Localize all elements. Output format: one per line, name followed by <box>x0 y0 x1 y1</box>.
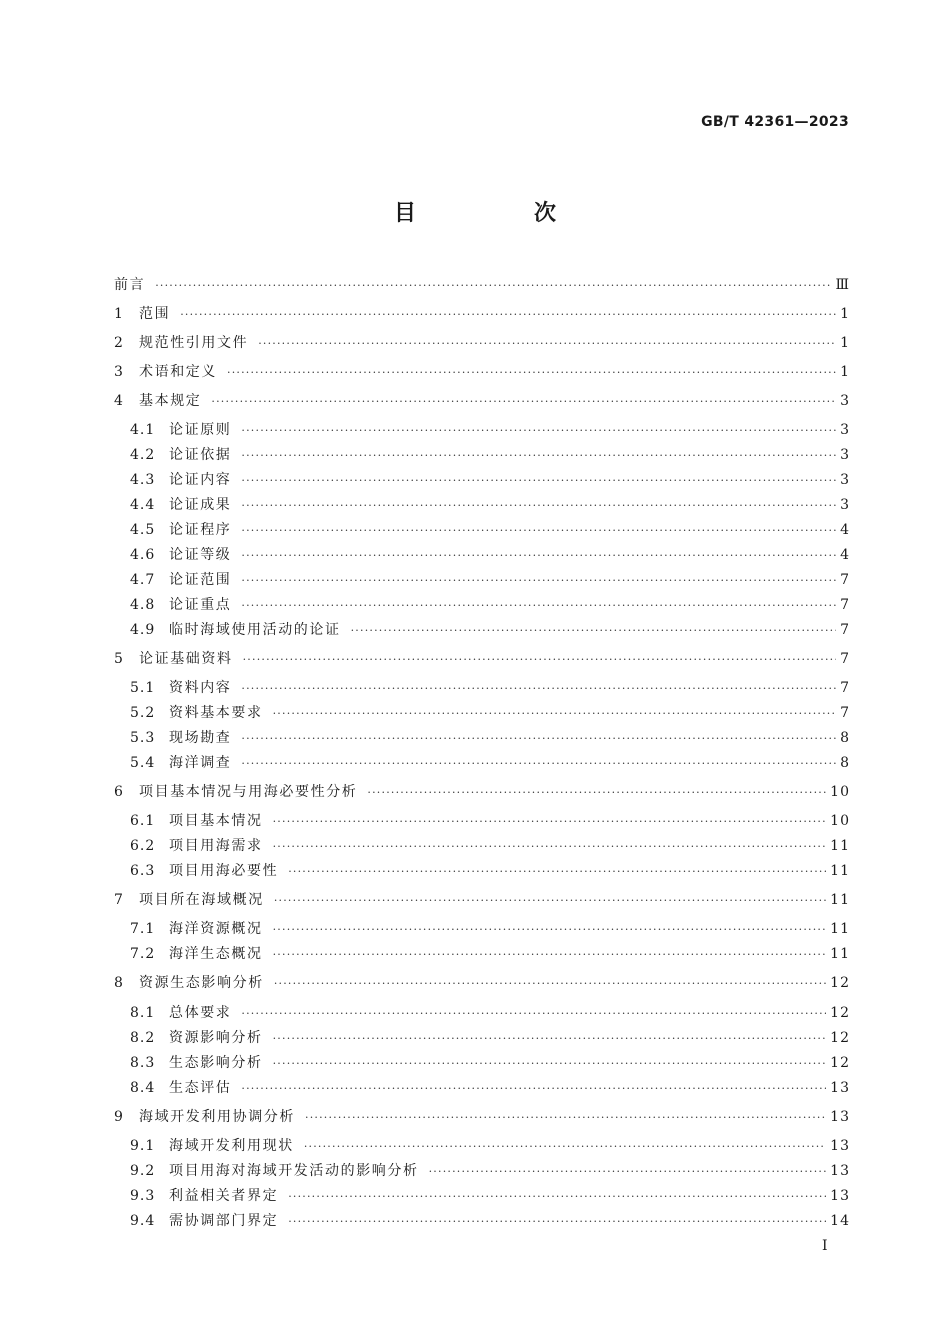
toc-entry[interactable] <box>130 1053 850 1073</box>
toc-entry-number: 9.1 <box>130 1138 156 1154</box>
toc-dot-leader <box>241 471 836 491</box>
toc-entry-label: 论证程序 <box>169 522 232 538</box>
toc-entry-page: 13 <box>830 1163 850 1179</box>
toc-dot-leader <box>241 546 836 566</box>
toc-dot-leader <box>273 1054 827 1074</box>
toc-entry-page: 4 <box>840 547 850 563</box>
toc-dot-leader <box>274 891 826 911</box>
toc-entry-label: 资料基本要求 <box>169 705 263 721</box>
toc-entry-label: 资源生态影响分析 <box>139 975 264 991</box>
toc-entry-number: 5.2 <box>130 705 156 721</box>
toc-entry-page: 13 <box>830 1188 850 1204</box>
toc-dot-leader <box>274 974 826 994</box>
toc-entry-number: 7.2 <box>130 946 156 962</box>
toc-entry-label: 项目用海必要性 <box>169 863 279 879</box>
toc-dot-leader <box>273 812 827 832</box>
toc-entry-page: 12 <box>830 1030 850 1046</box>
toc-dot-leader <box>241 1079 826 1099</box>
toc-entry[interactable] <box>130 470 850 490</box>
toc-entry-label: 生态影响分析 <box>169 1055 263 1071</box>
toc-entry[interactable] <box>130 595 850 615</box>
toc-entry[interactable] <box>114 782 850 802</box>
toc-entry-page: 1 <box>840 335 850 351</box>
toc-entry-label: 现场勘查 <box>169 730 232 746</box>
toc-dot-leader <box>241 754 836 774</box>
toc-entry[interactable] <box>130 445 850 465</box>
toc-entry-label: 项目所在海域概况 <box>139 892 264 908</box>
toc-entry[interactable] <box>130 495 850 515</box>
toc-dot-leader <box>273 1029 827 1049</box>
toc-dot-leader <box>155 276 831 296</box>
toc-entry-label: 范围 <box>139 306 171 322</box>
toc-entry-label: 资源影响分析 <box>169 1030 263 1046</box>
toc-entry-label: 项目基本情况与用海必要性分析 <box>139 784 358 800</box>
toc-entry-label: 海洋资源概况 <box>169 921 263 937</box>
toc-entry-label: 需协调部门界定 <box>169 1213 279 1229</box>
toc-entry-label: 项目用海需求 <box>169 838 263 854</box>
toc-entry-page: 13 <box>830 1109 850 1125</box>
toc-dot-leader <box>304 1137 826 1157</box>
toc-entry-number: 4.7 <box>130 572 156 588</box>
toc-entry-page: 8 <box>840 730 850 746</box>
toc-entry-number: 9.2 <box>130 1163 156 1179</box>
toc-entry-page: 12 <box>830 1055 850 1071</box>
toc-entry[interactable] <box>130 861 850 881</box>
toc-dot-leader <box>288 1212 826 1232</box>
toc-entry[interactable] <box>130 944 850 964</box>
toc-entry[interactable] <box>130 753 850 773</box>
toc-entry[interactable] <box>114 391 850 411</box>
toc-entry-number: 4.5 <box>130 522 156 538</box>
page-title: 目 次 <box>393 201 604 226</box>
toc-entry-number: 6 <box>114 784 124 800</box>
toc-entry-number: 7 <box>114 892 124 908</box>
toc-dot-leader <box>288 862 826 882</box>
toc-entry-page: 10 <box>830 784 850 800</box>
toc-entry-label: 总体要求 <box>169 1005 232 1021</box>
toc-entry-number: 4.8 <box>130 597 156 613</box>
toc-entry-number: 4.1 <box>130 422 156 438</box>
toc-entry-page: 13 <box>830 1138 850 1154</box>
toc-entry[interactable] <box>130 678 850 698</box>
toc-entry[interactable] <box>114 362 850 382</box>
toc-dot-leader <box>180 305 836 325</box>
toc-dot-leader <box>273 945 827 965</box>
toc-dot-leader <box>241 446 836 466</box>
toc-entry-number: 1 <box>114 306 124 322</box>
document-code: GB/T 42361—2023 <box>701 114 849 130</box>
toc-entry-number: 4.2 <box>130 447 156 463</box>
toc-entry-page: 13 <box>830 1080 850 1096</box>
toc-dot-leader <box>429 1162 827 1182</box>
toc-dot-leader <box>241 729 836 749</box>
toc-entry-label: 规范性引用文件 <box>139 335 249 351</box>
toc-entry-label: 论证范围 <box>169 572 232 588</box>
toc-entry-label: 利益相关者界定 <box>169 1188 279 1204</box>
toc-entry-page: 10 <box>830 813 850 829</box>
toc-entry-label: 论证基础资料 <box>139 651 233 667</box>
toc-dot-leader <box>305 1108 826 1128</box>
toc-entry[interactable] <box>114 649 850 669</box>
toc-entry-number: 5.1 <box>130 680 156 696</box>
toc-entry[interactable] <box>130 811 850 831</box>
toc-entry-number: 8.3 <box>130 1055 156 1071</box>
toc-entry-page: 7 <box>840 597 850 613</box>
toc-dot-leader <box>241 679 836 699</box>
toc-entry-page: 14 <box>830 1213 850 1229</box>
toc-entry-label: 论证依据 <box>169 447 232 463</box>
toc-entry-number: 8 <box>114 975 124 991</box>
toc-entry[interactable] <box>130 420 850 440</box>
toc-entry-page: 7 <box>840 680 850 696</box>
toc-entry-number: 9.4 <box>130 1213 156 1229</box>
toc-dot-leader <box>288 1187 826 1207</box>
toc-entry-label: 项目基本情况 <box>169 813 263 829</box>
toc-entry-number: 9 <box>114 1109 124 1125</box>
toc-entry-number: 4.9 <box>130 622 156 638</box>
toc-entry[interactable] <box>130 1028 850 1048</box>
toc-entry-page: 11 <box>830 946 850 962</box>
toc-entry-label: 基本规定 <box>139 393 202 409</box>
toc-dot-leader <box>241 1004 826 1024</box>
toc-entry-number: 3 <box>114 364 124 380</box>
toc-entry[interactable] <box>130 1211 850 1231</box>
toc-entry-number: 6.1 <box>130 813 156 829</box>
toc-dot-leader <box>243 650 836 670</box>
toc-entry-number: 4.3 <box>130 472 156 488</box>
toc-entry-page: 1 <box>840 306 850 322</box>
page-number: I <box>822 1238 828 1254</box>
toc-dot-leader <box>227 363 836 383</box>
toc-entry-number: 5 <box>114 651 124 667</box>
toc-entry-number: 8.4 <box>130 1080 156 1096</box>
toc-entry-label: 论证成果 <box>169 497 232 513</box>
toc-entry[interactable] <box>130 570 850 590</box>
toc-entry-number: 6.3 <box>130 863 156 879</box>
toc-entry-page: 8 <box>840 755 850 771</box>
toc-entry-page: 11 <box>830 838 850 854</box>
toc-entry-label: 论证内容 <box>169 472 232 488</box>
toc-entry-label: 海洋生态概况 <box>169 946 263 962</box>
toc-dot-leader <box>258 334 836 354</box>
toc-entry-number: 5.3 <box>130 730 156 746</box>
toc-entry[interactable] <box>130 703 850 723</box>
toc-entry-page: 3 <box>840 422 850 438</box>
toc-entry-page: 12 <box>830 1005 850 1021</box>
toc-entry[interactable] <box>130 545 850 565</box>
toc-entry-label: 海域开发利用协调分析 <box>139 1109 295 1125</box>
toc-entry-page: 7 <box>840 572 850 588</box>
toc-entry-label: 资料内容 <box>169 680 232 696</box>
toc-entry-page: 3 <box>840 447 850 463</box>
toc-entry-number: 8.2 <box>130 1030 156 1046</box>
toc-entry[interactable] <box>114 333 850 353</box>
toc-entry-page: 7 <box>840 622 850 638</box>
toc-entry[interactable] <box>114 973 850 993</box>
toc-entry[interactable] <box>114 1107 850 1127</box>
toc-entry-page: 3 <box>840 393 850 409</box>
toc-entry[interactable] <box>130 1078 850 1098</box>
toc-entry-number: 4.6 <box>130 547 156 563</box>
toc-dot-leader <box>241 421 836 441</box>
toc-entry-number: 4 <box>114 393 124 409</box>
toc-entry-number: 4.4 <box>130 497 156 513</box>
toc-entry[interactable] <box>130 728 850 748</box>
toc-entry-page: 1 <box>840 364 850 380</box>
toc-entry-page: 3 <box>840 472 850 488</box>
toc-entry-number: 9.3 <box>130 1188 156 1204</box>
toc-entry-label: 论证原则 <box>169 422 232 438</box>
toc-entry-number: 2 <box>114 335 124 351</box>
toc-entry-page: 7 <box>840 651 850 667</box>
toc-dot-leader <box>273 837 827 857</box>
toc-entry-label: 前言 <box>114 277 146 293</box>
toc-dot-leader <box>367 783 826 803</box>
toc-dot-leader <box>241 571 836 591</box>
toc-entry-label: 论证重点 <box>169 597 232 613</box>
toc-entry-page: 11 <box>830 863 850 879</box>
toc-entry-page: Ⅲ <box>835 277 850 293</box>
toc-dot-leader <box>273 704 836 724</box>
toc-entry-page: 11 <box>830 892 850 908</box>
toc-dot-leader <box>211 392 836 412</box>
toc-entry[interactable] <box>114 275 850 295</box>
toc-entry-page: 7 <box>840 705 850 721</box>
toc-entry[interactable] <box>130 1161 850 1181</box>
toc-entry-page: 11 <box>830 921 850 937</box>
toc-dot-leader <box>241 596 836 616</box>
toc-dot-leader <box>241 496 836 516</box>
toc-entry-label: 临时海域使用活动的论证 <box>169 622 341 638</box>
toc-entry-page: 3 <box>840 497 850 513</box>
toc-entry[interactable] <box>130 836 850 856</box>
toc-entry[interactable] <box>114 304 850 324</box>
toc-entry-label: 海洋调查 <box>169 755 232 771</box>
toc-entry-number: 8.1 <box>130 1005 156 1021</box>
toc-entry-number: 6.2 <box>130 838 156 854</box>
toc-entry[interactable] <box>130 1003 850 1023</box>
toc-entry-label: 海域开发利用现状 <box>169 1138 294 1154</box>
toc-entry[interactable] <box>130 1136 850 1156</box>
toc-dot-leader <box>273 920 827 940</box>
toc-entry-label: 项目用海对海域开发活动的影响分析 <box>169 1163 419 1179</box>
toc-entry-number: 5.4 <box>130 755 156 771</box>
toc-entry[interactable] <box>130 620 850 640</box>
toc-dot-leader <box>351 621 836 641</box>
toc-entry[interactable] <box>130 919 850 939</box>
toc-entry-page: 12 <box>830 975 850 991</box>
toc-entry-number: 7.1 <box>130 921 156 937</box>
toc-entry[interactable] <box>114 890 850 910</box>
toc-dot-leader <box>241 521 836 541</box>
toc-entry[interactable] <box>130 520 850 540</box>
toc-entry-label: 论证等级 <box>169 547 232 563</box>
toc-entry[interactable] <box>130 1186 850 1206</box>
toc-entry-page: 4 <box>840 522 850 538</box>
toc-entry-label: 术语和定义 <box>139 364 217 380</box>
toc-entry-label: 生态评估 <box>169 1080 232 1096</box>
